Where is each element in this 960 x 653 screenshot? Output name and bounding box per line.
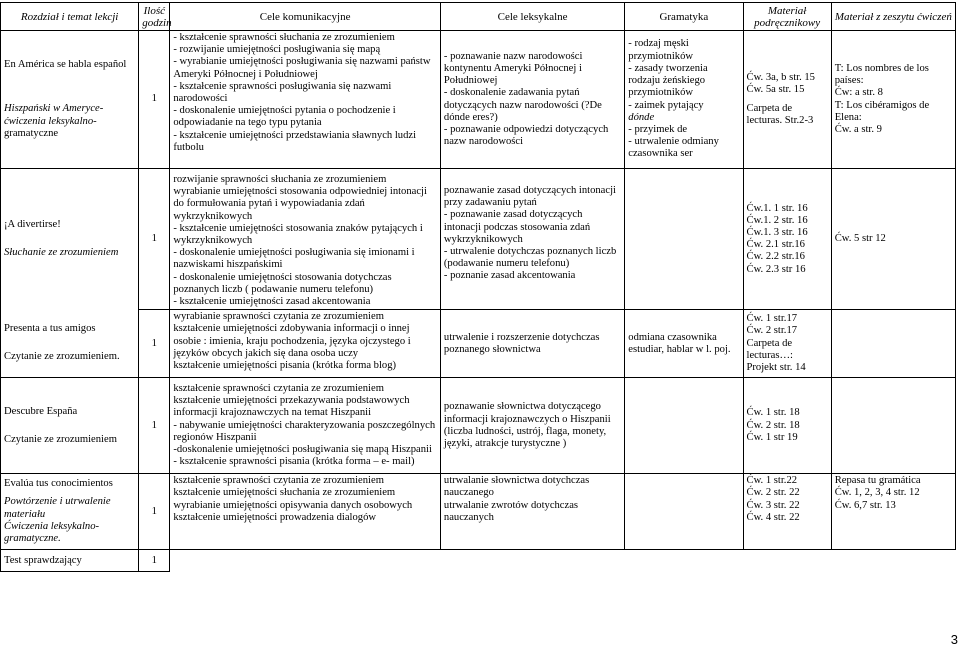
textbook-ref: Ćw. 2.1 str.16 [746, 239, 805, 251]
lex-goal: - poznawanie zasad dotyczących intonacji podczas stosowania zdań wykrzyknikowych [443, 209, 591, 245]
grammar-item: - utrwalenie odmiany czasownika ser [628, 136, 719, 160]
grammar-cell [625, 169, 743, 310]
grammar-item: odmiana czasownika estudiar, hablar w l. poj. [628, 331, 731, 355]
topic-sub: Czytanie ze zrozumieniem [4, 433, 117, 445]
grammar-cell [625, 474, 743, 550]
header-hours: Ilość godzin [139, 3, 170, 31]
comm-goal: kształcenie umiejętności prowadzenia dialogów [173, 511, 377, 523]
topic-cell [1, 474, 139, 550]
comm-goal: kształcenie umiejętności pisania (krótka forma blog) [173, 360, 397, 372]
textbook-ref: Ćw. 2 str. 18 [746, 419, 800, 431]
comm-goal: - kształcenie sprawności posługiwania się nazwami narodowości [173, 80, 392, 105]
comm-goal: - wyrabianie umiejętności posługiwania się nazwami państw Ameryki Północnej i Południowej [173, 56, 431, 80]
textbook-ref: Ćw. 4 str. 22 [746, 511, 800, 523]
comm-goal: - doskonalenie umiejętności stosowania dotychczas poznanych liczb ( podawanie numeru telefonu) [173, 271, 392, 295]
grammar-cell [625, 310, 743, 378]
header-workbook: Materiał z zeszytu ćwiczeń [831, 3, 955, 31]
textbook-cell [743, 378, 831, 474]
topic-sub: Słuchanie ze zrozumieniem [4, 247, 119, 259]
header-row [1, 3, 956, 31]
hours-cell: 1 [139, 169, 170, 310]
comm-goal: wyrabianie umiejętności opisywania danych osobowych [173, 499, 413, 511]
workbook-ref: T: Los nombres de los países: [834, 62, 929, 87]
textbook-cell [743, 169, 831, 310]
textbook-ref: Ćw.1. 3 str. 16 [746, 226, 808, 238]
comm-goal: - doskonalenie umiejętności pytania o pochodzenie i odpowiadanie na tego typu pytania [173, 105, 396, 129]
comm-goal: kształcenie sprawności czytania ze zrozumieniem [173, 383, 384, 395]
hours-cell: 1 [139, 378, 170, 474]
textbook-ref: Ćw. 1 str.17 [746, 313, 798, 325]
textbook-ref: Ćw. 5a str. 15 [746, 84, 805, 96]
lex-goals-cell [440, 310, 624, 378]
lex-goals-cell [440, 378, 624, 474]
comm-goals-cell [170, 378, 441, 474]
header-comm-goals: Cele komunikacyjne [170, 3, 441, 31]
workbook-cell [831, 31, 955, 169]
textbook-ref: Ćw. 3 str. 22 [746, 499, 800, 511]
comm-goal: - kształcenie umiejętności stosowania znaków pytających i wykrzyknikowych [173, 222, 423, 247]
workbook-cell [831, 474, 955, 550]
page-number: 3 [950, 632, 958, 647]
textbook-ref: Ćw. 2.3 str 16 [746, 263, 806, 275]
comm-goal: kształcenie umiejętności przekazywania podstawowych informacji krajoznawczych na temat Hiszpanii [173, 395, 410, 419]
header-grammar: Gramatyka [625, 3, 743, 31]
header-lex-goals: Cele leksykalne [440, 3, 624, 31]
comm-goals-cell [170, 31, 441, 169]
lex-goal: utrwalenie i rozszerzenie dotychczas poznanego słownictwa [443, 331, 600, 355]
hours-cell: 1 [139, 474, 170, 550]
comm-goal: - doskonalenie umiejętności posługiwania się imionami i nazwiskami hiszpańskimi [173, 247, 415, 271]
textbook-ref: Ćw. 2 str. 22 [746, 487, 800, 499]
comm-goal: - nabywanie umiejętności charakteryzowania poszczególnych regionów Hiszpanii [173, 419, 436, 443]
comm-goal: -doskonalenie umiejętności posługiwania się mapą Hiszpanii [173, 444, 432, 456]
lex-goal: utrwalanie zwrotów dotychczas nauczanych [443, 499, 579, 523]
comm-goal: rozwijanie sprawności słuchania ze zrozumieniem [173, 174, 387, 185]
comm-goal: kształcenie umiejętności słuchania ze zrozumieniem [173, 487, 396, 499]
workbook-ref: Ćw. 1, 2, 3, 4 str. 12 [834, 487, 920, 499]
topic-title: Descubre España [4, 405, 78, 417]
textbook-cell [743, 31, 831, 169]
workbook-ref: Ćw: a str. 8 [834, 87, 883, 99]
topic-sub: gramatyczne [4, 127, 59, 139]
lex-goal: poznawanie słownictwa dotyczącego informacji krajoznawczych o Hiszpanii (liczba ludności, ustrój, flaga, monety, języki, atrakcje turystyczne ) [443, 401, 611, 449]
textbook-ref: Ćw. 1 str 19 [746, 431, 798, 443]
lex-goal: - utrwalenie dotychczas poznanych liczb (podawanie numeru telefonu) [443, 246, 617, 270]
textbook-ref: Ćw. 2.2 str.16 [746, 251, 805, 263]
grammar-item: - zasady tworzenia rodzaju żeńskiego przymiotników [628, 62, 708, 99]
comm-goal: kształcenie umiejętności zdobywania informacji o innej osobie : imienia, kraju pochodzenia, języka ojczystego i języków obcych jakich się dana osoba uczy [173, 323, 411, 359]
workbook-ref: Ćw. a str. 9 [834, 123, 882, 135]
topic-cell [1, 378, 139, 474]
comm-goals-cell [170, 310, 441, 378]
header-topic: Rozdział i temat lekcji [1, 3, 139, 31]
comm-goal: - rozwijanie umiejętności posługiwania się mapą [173, 44, 381, 56]
workbook-ref: Ćw. 6,7 str. 13 [834, 499, 896, 511]
test-row [1, 550, 956, 572]
lex-goal: - poznanie zasad akcentowania [443, 270, 576, 282]
textbook-ref: Ćw.1. 1 str. 16 [746, 202, 808, 214]
topic-sub: Hiszpański w Ameryce- [4, 103, 104, 115]
lex-goal: - poznawanie nazw narodowości kontynentu Ameryki Północnej i Południowej [443, 50, 583, 87]
lex-goal: - doskonalenie zadawania pytań dotyczących nazw narodowości (?De dónde eres?) [443, 87, 602, 123]
comm-goal: wyrabianie sprawności czytania ze zrozumieniem [173, 311, 384, 323]
comm-goal: - kształcenie umiejętności zasad akcentowania [173, 296, 371, 308]
textbook-ref: Carpeta de lecturas. Str.2-3 [746, 102, 814, 126]
hours-cell: 1 [139, 31, 170, 169]
topic-sub: Powtórzenie i utrwalenie materiału [4, 496, 111, 520]
topic-cell [1, 31, 139, 169]
topic-cell [1, 310, 139, 378]
lex-goal: poznawanie zasad dotyczących intonacji przy zadawaniu pytań [443, 185, 616, 209]
table-row [1, 310, 956, 378]
table-row [1, 31, 956, 169]
textbook-cell [743, 474, 831, 550]
topic-title: Evalúa tus conocimientos [4, 478, 113, 490]
table-row [1, 169, 956, 310]
test-hours: 1 [139, 550, 170, 572]
comm-goal: - kształcenie sprawności słuchania ze zrozumieniem [173, 32, 395, 43]
textbook-ref: Ćw. 1 str. 18 [746, 407, 800, 419]
textbook-cell [743, 310, 831, 378]
workbook-ref: Repasa tu gramática [834, 475, 921, 487]
hours-cell: 1 [139, 310, 170, 378]
grammar-item: dónde [628, 111, 655, 123]
grammar-item: - przyimek de [628, 123, 688, 135]
workbook-ref: T: Los cibéramigos de Elena: [834, 99, 930, 123]
comm-goal: wyrabianie umiejętności stosowania odpowiedniej intonacji do formułowania pytań i wypowiadania zdań wykrzyknikowych [173, 186, 427, 222]
comm-goals-cell [170, 169, 441, 310]
comm-goal: - kształcenie sprawności pisania (krótka forma – e- mail) [173, 456, 415, 468]
textbook-ref: Ćw.1. 2 str. 16 [746, 214, 808, 226]
textbook-ref: Ćw. 3a, b str. 15 [746, 72, 815, 84]
topic-title: ¡A divertirse! [4, 219, 61, 231]
lex-goals-cell [440, 169, 624, 310]
workbook-ref: Ćw. 5 str 12 [834, 233, 886, 245]
table-row [1, 378, 956, 474]
textbook-ref: Projekt str. 14 [746, 362, 806, 374]
grammar-item: - zaimek pytający [628, 99, 704, 111]
workbook-cell [831, 310, 955, 378]
test-label: Test sprawdzający [1, 550, 139, 572]
textbook-ref: Ćw. 2 str.17 [746, 325, 798, 337]
textbook-ref: Ćw. 1 str.22 [746, 475, 798, 487]
curriculum-table [0, 2, 956, 572]
table-row [1, 474, 956, 550]
topic-sub: Czytanie ze zrozumieniem. [4, 351, 120, 363]
topic-cell [1, 169, 139, 310]
topic-sub: Ćwiczenia leksykalno-gramatyczne. [4, 520, 100, 545]
lex-goals-cell [440, 474, 624, 550]
comm-goal: kształcenie sprawności czytania ze zrozumieniem [173, 475, 384, 487]
workbook-cell [831, 169, 955, 310]
lex-goal: - poznawanie odpowiedzi dotyczących nazw narodowości [443, 123, 609, 148]
lex-goal: utrwalanie słownictwa dotychczas nauczanego [443, 475, 590, 499]
textbook-ref: Carpeta de lecturas…: [746, 337, 793, 361]
topic-title: Presenta a tus amigos [4, 323, 96, 335]
lex-goals-cell [440, 31, 624, 169]
grammar-cell [625, 378, 743, 474]
grammar-item: - rodzaj męski przymiotników [628, 38, 694, 62]
topic-title: En América se habla español [4, 59, 127, 71]
grammar-cell [625, 31, 743, 169]
workbook-cell [831, 378, 955, 474]
comm-goals-cell [170, 474, 441, 550]
topic-sub: ćwiczenia leksykalno- [4, 115, 97, 127]
header-textbook: Materiał podręcznikowy [743, 3, 831, 31]
comm-goal: - kształcenie umiejętności przedstawiania sławnych ludzi futbolu [173, 129, 417, 153]
